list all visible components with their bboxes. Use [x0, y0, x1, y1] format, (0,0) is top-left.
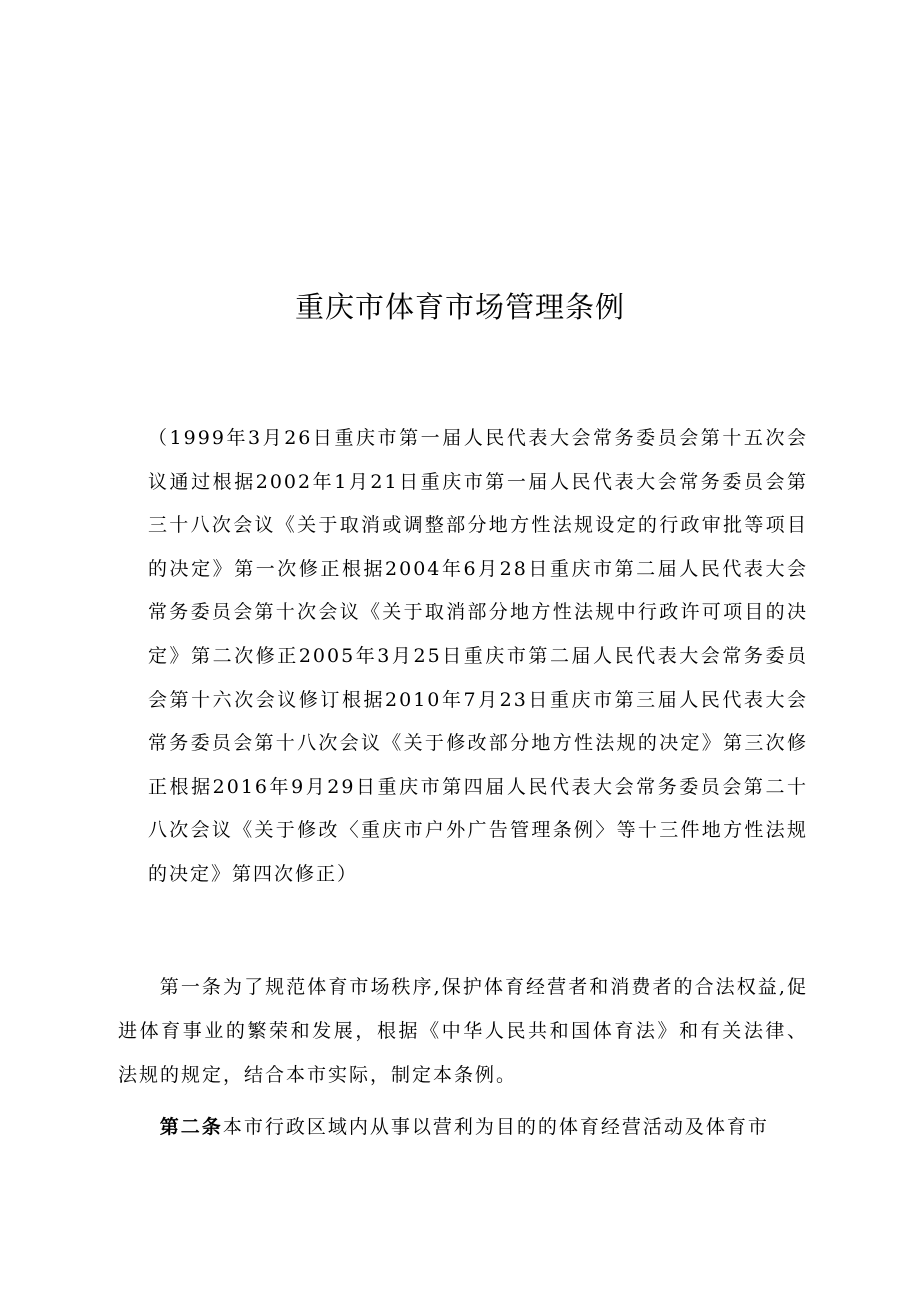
article-1-text: 第一条为了规范体育市场秩序,保护体育经营者和消费者的合法权益,促进体育事业的繁荣和发展，根据《中华人民共和国体育法》和有关法律、法规的规定，结合本市实际，制定本条例。 [118, 976, 808, 1086]
document-title: 重庆市体育市场管理条例 [294, 290, 625, 324]
article-2 [118, 1105, 808, 1149]
article-1 [118, 965, 808, 1097]
legislative-history-note: （1999年3月26日重庆市第一届人民代表大会常务委员会第十五次会议通过根据2002年1月21日重庆市第一届人民代表大会常务委员会第三十八次会议《关于取消或调整部分地方性法规设定的行政审批等项目的决定》第一次修正根据2004年6月28日重庆市第二届人民代表大会常务委员会第十次会议《关于取消部分地方性法规中行政许可项目的决定》第二次修正2005年3月25日重庆市第二届人民代表大会常务委员会第十六次会议修订根据2010年7月23日重庆市第三届人民代表大会常务委员会第十八次会议《关于修改部分地方性法规的决定》第三次修正根据2016年9月29日重庆市第四届人民代表大会常务委员会第二十八次会议《关于修改〈重庆市户外广告管理条例〉等十三件地方性法规的决定》第四次修正） [148, 427, 808, 885]
article-2-text: 本市行政区域内从事以营利为目的的体育经营活动及体育市 [222, 1116, 769, 1138]
article-2-heading: 第二条 [159, 1116, 223, 1138]
